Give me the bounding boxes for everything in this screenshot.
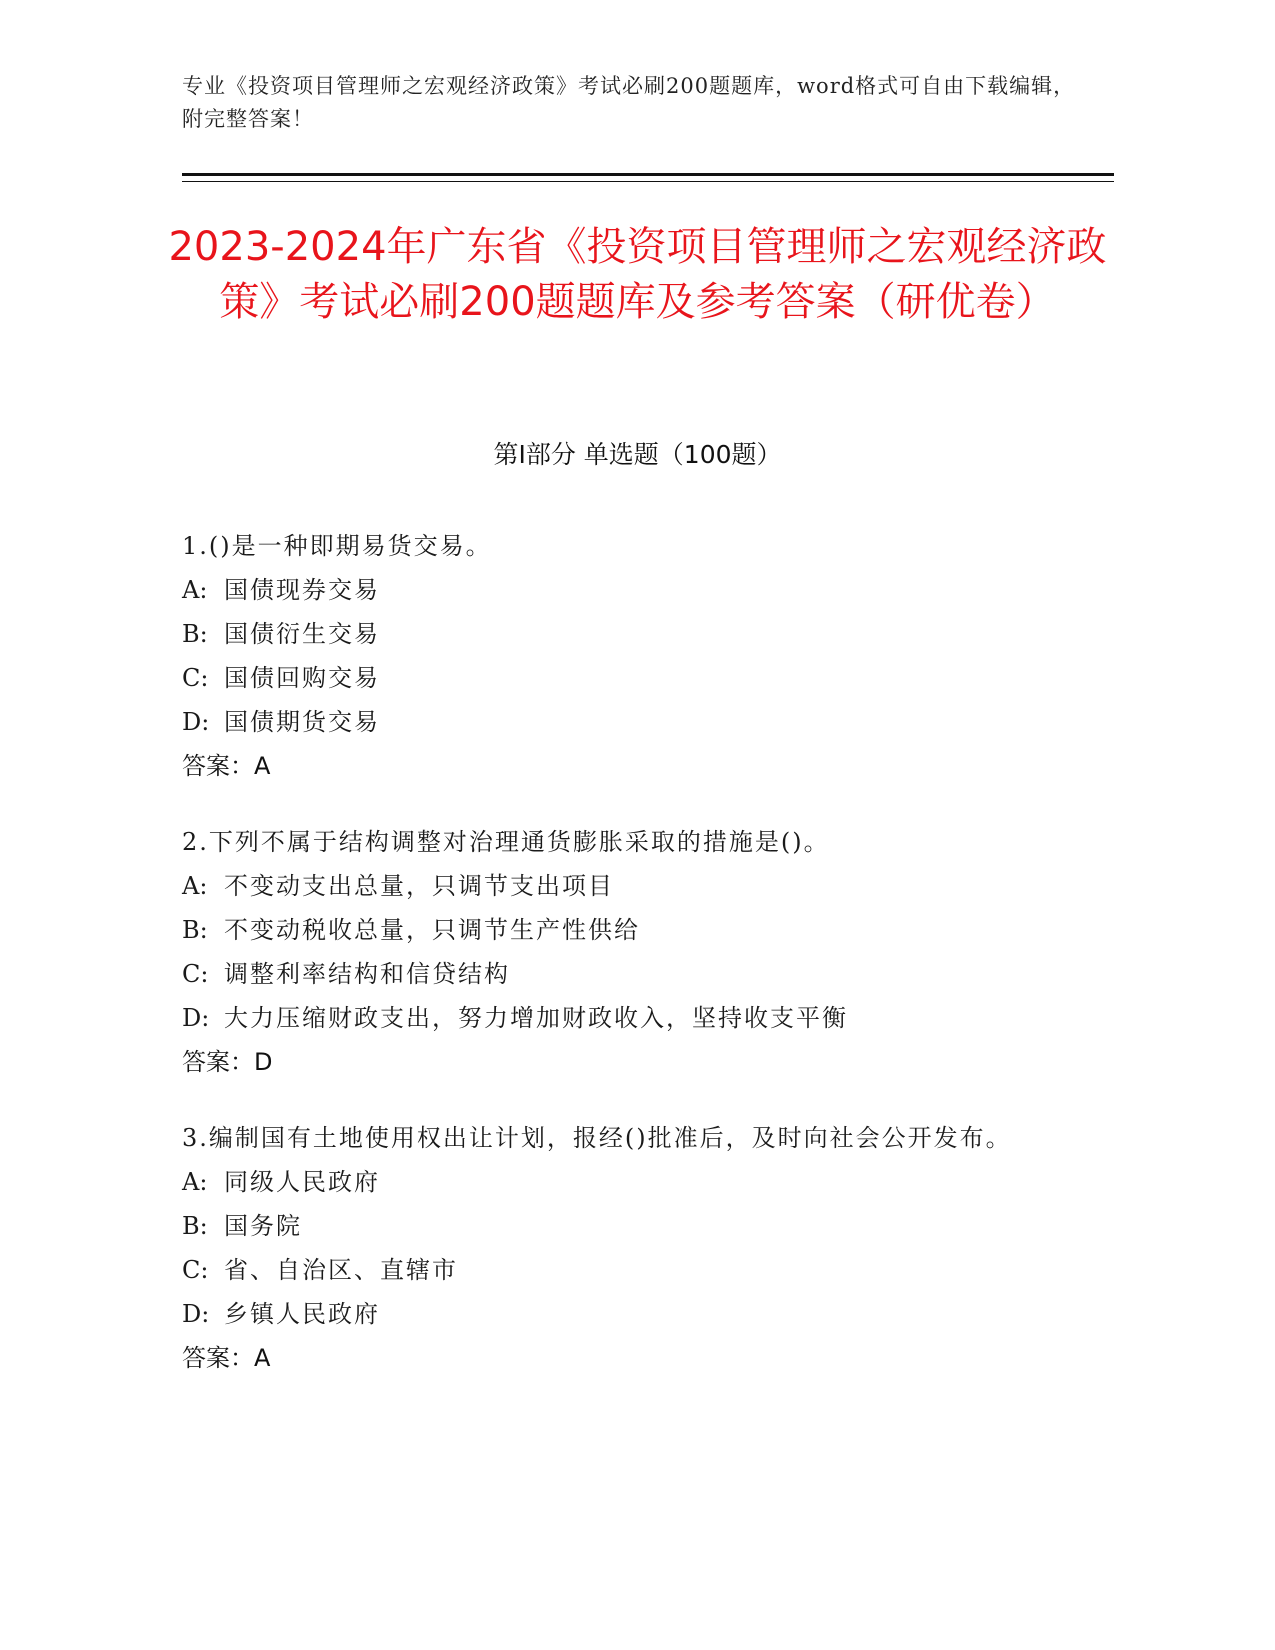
option-c: [182, 1248, 1062, 1292]
option-key: C:: [182, 960, 209, 988]
option-key: D:: [182, 1300, 210, 1328]
question-list: [182, 524, 1062, 1412]
option-c: [182, 656, 1062, 700]
option-b: [182, 1204, 1062, 1248]
question-stem: 2.下列不属于结构调整对治理通货膨胀采取的措施是()。: [182, 828, 830, 856]
option-a: [182, 864, 1062, 908]
answer-line: 答案：D: [182, 1048, 273, 1076]
header-rule-thin: [182, 181, 1114, 182]
option-key: A:: [182, 872, 208, 900]
option-key: C:: [182, 664, 209, 692]
document-title: 2023-2024年广东省《投资项目管理师之宏观经济政策》考试必刷200题题库及参考答案（研优卷）: [168, 224, 1107, 325]
question-3: [182, 1116, 1062, 1380]
option-text: 大力压缩财政支出，努力增加财政收入，坚持收支平衡: [224, 1004, 848, 1032]
option-text: 乡镇人民政府: [224, 1300, 380, 1328]
question-stem: 3.编制国有土地使用权出让计划，报经()批准后，及时向社会公开发布。: [182, 1124, 1012, 1152]
header-rule-thick: [182, 173, 1114, 176]
option-text: 国债回购交易: [224, 664, 380, 692]
option-text: 不变动税收总量，只调节生产性供给: [224, 916, 640, 944]
option-b: [182, 612, 1062, 656]
option-text: 国债期货交易: [224, 708, 380, 736]
option-text: 国债衍生交易: [224, 620, 380, 648]
option-a: [182, 568, 1062, 612]
option-c: [182, 952, 1062, 996]
option-key: C:: [182, 1256, 209, 1284]
option-d: [182, 1292, 1062, 1336]
answer-line: 答案：A: [182, 1344, 271, 1372]
question-1: [182, 524, 1062, 788]
option-key: D:: [182, 1004, 210, 1032]
question-stem: 1.()是一种即期易货交易。: [182, 532, 492, 560]
option-key: D:: [182, 708, 210, 736]
option-text: 不变动支出总量，只调节支出项目: [224, 872, 614, 900]
option-d: [182, 700, 1062, 744]
option-key: A:: [182, 1168, 208, 1196]
option-text: 国务院: [224, 1212, 302, 1240]
option-key: B:: [182, 916, 208, 944]
option-key: B:: [182, 620, 208, 648]
option-text: 同级人民政府: [224, 1168, 380, 1196]
answer-line: 答案：A: [182, 752, 271, 780]
option-d: [182, 996, 1062, 1040]
section-title: 第Ⅰ部分 单选题（100题）: [493, 440, 782, 469]
option-a: [182, 1160, 1062, 1204]
option-text: 省、自治区、直辖市: [224, 1256, 458, 1284]
option-key: A:: [182, 576, 208, 604]
option-text: 调整利率结构和信贷结构: [224, 960, 510, 988]
option-text: 国债现券交易: [224, 576, 380, 604]
option-b: [182, 908, 1062, 952]
header-note: 专业《投资项目管理师之宏观经济政策》考试必刷200题题库，word格式可自由下载编辑，附完整答案！: [182, 74, 1076, 131]
question-2: [182, 820, 1062, 1084]
option-key: B:: [182, 1212, 208, 1240]
